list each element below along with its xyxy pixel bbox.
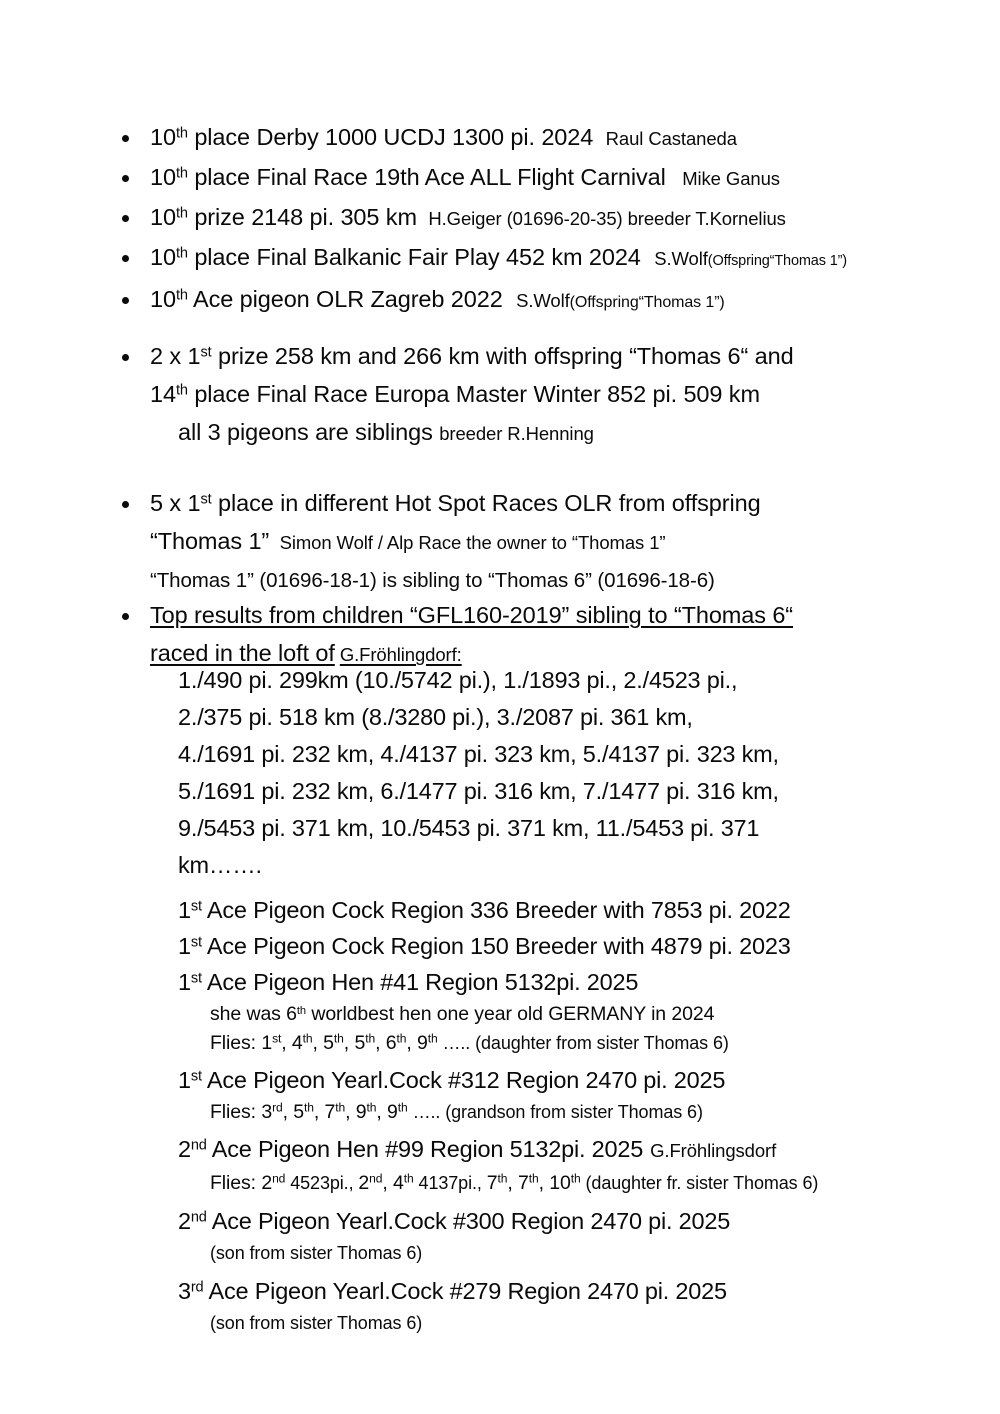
breeder-name: Mike Ganus [682, 168, 780, 189]
item-text-pre: 14 [150, 381, 176, 407]
place-5: 9th [387, 1100, 408, 1123]
flies-label: Flies: [210, 1172, 262, 1194]
ordinal-suffix: th [175, 165, 188, 182]
flies-tail: ….. [437, 1033, 476, 1053]
place-6: 10th [549, 1171, 581, 1194]
rank-number: 2 [178, 1208, 191, 1234]
ace-subline-flies: Flies: 2nd 4523pi., 2nd, 4th 4137pi., 7th, 7th, 10th (daughter fr. sister Thomas 6) [210, 1171, 819, 1194]
ordinal-suffix: st [200, 344, 212, 361]
ace-pigeon-entry [100, 1131, 818, 1169]
rank-suffix: st [190, 898, 202, 915]
ordinal-number: 10 [150, 164, 176, 190]
place-1: 3rd [261, 1100, 283, 1123]
result-line: 2./375 pi. 518 km (8./3280 pi.), 3./2087 pi. 361 km, [178, 704, 693, 730]
item-text-post: place Final Race Europa Master Winter 852 pi. 509 km [187, 381, 760, 407]
rank-suffix: nd [190, 1137, 207, 1154]
rank-suffix: st [190, 934, 202, 951]
relation-note: (grandson from sister Thomas 6) [445, 1102, 703, 1122]
ace-subline-worldbest [100, 1000, 818, 1029]
rank-number: 1 [178, 897, 191, 923]
item-text-post: prize 258 km and 266 km with offspring “Thomas 6“ and [211, 343, 794, 369]
ordinal-suffix: th [175, 205, 188, 222]
ace-pigeon-entry [100, 1203, 818, 1239]
place-4: 5th [354, 1031, 376, 1054]
rank-suffix: nd [190, 1209, 207, 1226]
breeder-name: S.Wolf [654, 248, 708, 269]
relation-note: (daughter fr. sister Thomas 6) [585, 1173, 819, 1193]
heading-text: raced in the loft of [150, 640, 335, 666]
ordinal-number: 10 [150, 244, 176, 270]
place-4: 7th [486, 1171, 508, 1194]
flies-label: Flies: [210, 1101, 262, 1123]
subline-pre: she was 6 [210, 1003, 297, 1025]
continuation-line [100, 522, 761, 562]
place-3: 7th [324, 1100, 346, 1123]
rank-suffix: rd [190, 1279, 204, 1296]
ace-title: Ace Pigeon Cock Region 336 Breeder with 7853 pi. 2022 [201, 897, 791, 923]
list-item [100, 158, 847, 198]
section-five-first-place [100, 484, 761, 600]
item-text-pre: 5 x 1 [150, 490, 201, 516]
ace-pigeon-entry [100, 928, 818, 964]
ordinal-number: 10 [150, 286, 176, 312]
ordinal-suffix: th [175, 125, 188, 142]
rank-suffix: st [190, 970, 202, 987]
pigeon-name: “Thomas 1” [150, 528, 270, 554]
relation-note-line: (son from sister Thomas 6) [210, 1243, 423, 1263]
place-4: 9th [355, 1100, 377, 1123]
list-item [100, 280, 847, 322]
result-line: 4./1691 pi. 232 km, 4./4137 pi. 323 km, 5./4137 pi. 323 km, [178, 741, 779, 767]
place-3: 4th [393, 1171, 414, 1194]
rank-number: 2 [178, 1136, 191, 1162]
ace-pigeon-entry [100, 892, 818, 928]
siblings-note-line [100, 413, 794, 453]
ordinal-number: 10 [150, 204, 176, 230]
breeder-note: (Offspring“Thomas 1”) [707, 253, 847, 269]
ace-subline-flies: Flies: 1st, 4th, 5th, 5th, 6th, 9th ….. (daughter from sister Thomas 6) [210, 1031, 729, 1054]
result-line: km……. [178, 852, 262, 878]
list-item [100, 118, 847, 158]
tenth-place-list [100, 118, 847, 322]
ace-pigeon-entry [100, 1273, 818, 1309]
top-results-heading-line1: Top results from children “GFL160-2019” sibling to “Thomas 6“ [150, 602, 794, 628]
item-text: place Final Balkanic Fair Play 452 km 2024 [187, 244, 641, 270]
place-2: 4th [291, 1031, 313, 1054]
ace-title: Ace Pigeon Yearl.Cock #279 Region 2470 pi. 2025 [203, 1278, 727, 1304]
place-5: 6th [385, 1031, 407, 1054]
section-two-first-prize [100, 337, 794, 453]
ace-pigeon-block [100, 892, 818, 1338]
flies-label: Flies: [210, 1032, 262, 1054]
ace-title: Ace Pigeon Hen #99 Region 5132pi. 2025 [206, 1136, 644, 1162]
two-first-prize-list [100, 337, 794, 375]
rank-number: 1 [178, 969, 191, 995]
item-text-post: place in different Hot Spot Races OLR from offspring [211, 490, 761, 516]
owner-note: Simon Wolf / Alp Race the owner to “Thomas 1” [279, 532, 666, 553]
ace-title: Ace Pigeon Hen #41 Region 5132pi. 2025 [201, 969, 639, 995]
place-1: 1st [261, 1031, 282, 1054]
sibling-ring-numbers-line: “Thomas 1” (01696-18-1) is sibling to “Thomas 6” (01696-18-6) [150, 569, 715, 592]
place-1: 2nd [261, 1171, 286, 1194]
ace-title: Ace Pigeon Cock Region 150 Breeder with 4879 pi. 2023 [201, 933, 791, 959]
ordinal-suffix: th [296, 1005, 307, 1018]
item-text: prize 2148 pi. 305 km [187, 204, 417, 230]
five-first-place-list [100, 484, 761, 522]
rank-number: 1 [178, 1067, 191, 1093]
relation-note: (daughter from sister Thomas 6) [475, 1033, 729, 1053]
ordinal-suffix: th [175, 287, 188, 304]
rank-suffix: st [190, 1068, 202, 1085]
list-item [100, 198, 847, 238]
result-line: 1./490 pi. 299km (10./5742 pi.), 1./1893 pi., 2./4523 pi., [178, 667, 738, 693]
ace-subline-flies: Flies: 3rd, 5th, 7th, 9th, 9th ….. (grandson from sister Thomas 6) [210, 1100, 703, 1123]
place-2: 2nd [358, 1171, 383, 1194]
rank-number: 1 [178, 933, 191, 959]
list-item [100, 337, 794, 375]
siblings-text: all 3 pigeons are siblings [178, 419, 433, 445]
ace-title: Ace Pigeon Yearl.Cock #300 Region 2470 pi. 2025 [206, 1208, 731, 1234]
result-line: 9./5453 pi. 371 km, 10./5453 pi. 371 km, 11./5453 pi. 371 [178, 815, 760, 841]
flies-tail: ….. [407, 1102, 446, 1122]
breeder-name: H.Geiger (01696-20-35) breeder T.Kornelius [428, 208, 786, 229]
ace-pigeon-entry [100, 964, 818, 1000]
section-tenth-place [100, 118, 847, 322]
ordinal-number: 10 [150, 124, 176, 150]
result-lines-block [100, 662, 779, 884]
breeder-name: S.Wolf [516, 290, 570, 311]
ordinal-suffix: st [200, 491, 212, 508]
place-5: 7th [517, 1171, 539, 1194]
result-line: 5./1691 pi. 232 km, 6./1477 pi. 316 km, 7./1477 pi. 316 km, [178, 778, 779, 804]
breeder-name: breeder R.Henning [439, 423, 594, 444]
ace-title: Ace Pigeon Yearl.Cock #312 Region 2470 pi. 2025 [201, 1067, 726, 1093]
rank-number: 3 [178, 1278, 191, 1304]
item-text: place Final Race 19th Ace ALL Flight Carnival [187, 164, 666, 190]
item-text: Ace pigeon OLR Zagreb 2022 [187, 286, 503, 312]
breeder-name: G.Fröhlingsdorf [650, 1140, 777, 1161]
ordinal-suffix: th [175, 245, 188, 262]
place-3: 5th [323, 1031, 344, 1054]
top-results-list [100, 596, 793, 634]
relation-note-line: (son from sister Thomas 6) [210, 1313, 423, 1333]
place-2: 5th [293, 1100, 314, 1123]
breeder-note: (Offspring“Thomas 1”) [569, 294, 725, 311]
place-6: 9th [416, 1031, 438, 1054]
item-text-pre: 2 x 1 [150, 343, 201, 369]
breeder-name: Raul Castaneda [605, 128, 737, 149]
item-text: place Derby 1000 UCDJ 1300 pi. 2024 [187, 124, 594, 150]
loft-owner: G.Fröhlingdorf: [339, 644, 462, 665]
list-item [100, 484, 761, 522]
subline-post: worldbest hen one year old GERMANY in 2024 [306, 1003, 715, 1025]
list-item [100, 238, 847, 280]
ordinal-suffix: th [175, 382, 188, 399]
ace-pigeon-entry [100, 1062, 818, 1098]
continuation-line [100, 375, 794, 413]
list-item [100, 596, 793, 634]
